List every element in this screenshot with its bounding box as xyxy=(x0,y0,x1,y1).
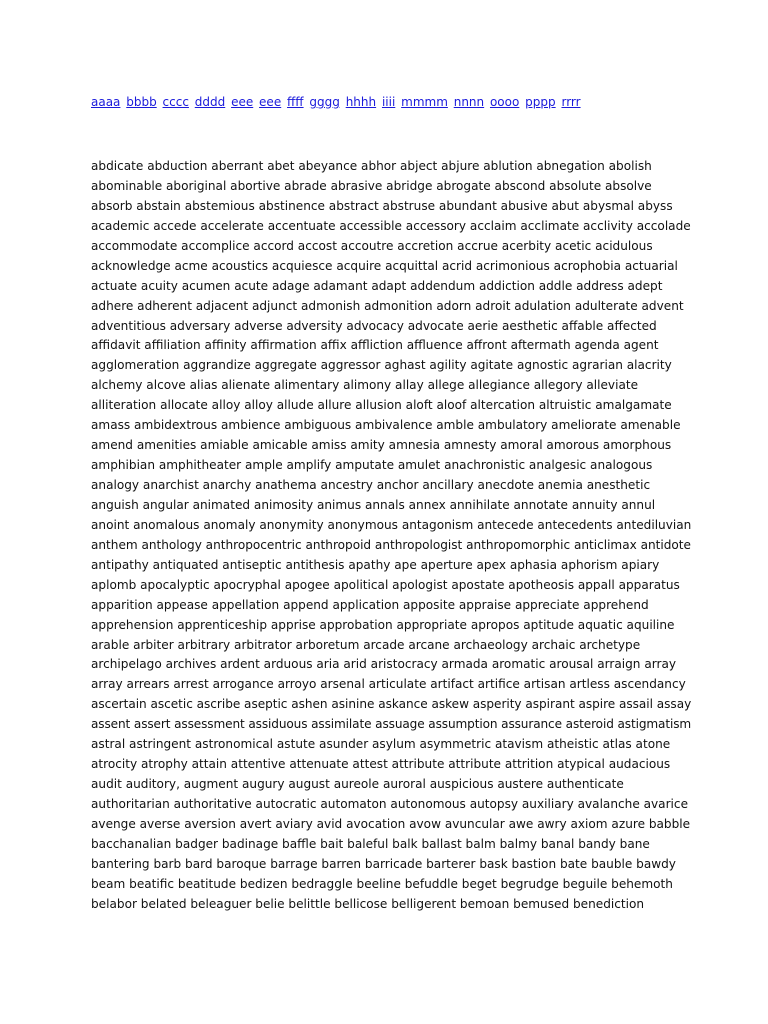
word-list xyxy=(91,157,691,915)
word-line: assent assert assessment assiduous assimilate assuage assumption assurance asteroid astigmatism xyxy=(91,717,692,732)
word-line: amphibian amphitheater ample amplify amputate amulet anachronistic analgesic analogous xyxy=(91,458,653,473)
link-hhhh[interactable]: hhhh xyxy=(345,95,377,109)
word-line: arable arbiter arbitrary arbitrator arboretum arcade arcane archaeology archaic archetype xyxy=(91,637,641,652)
word-line: abdicate abduction aberrant abet abeyance abhor abject abjure ablution abnegation abolish xyxy=(91,159,652,173)
word-line: audit auditory, augment augury august aureole auroral auspicious austere authenticate xyxy=(91,777,624,792)
word-line: array arrears arrest arrogance arroyo arsenal articulate artifact artifice artisan artless ascendancy xyxy=(91,677,686,692)
link-aaaa[interactable]: aaaa xyxy=(91,95,121,109)
link-eee-2[interactable]: eee xyxy=(259,95,282,109)
link-mmmm[interactable]: mmmm xyxy=(401,95,448,109)
word-line: agglomeration aggrandize aggregate aggressor aghast agility agitate agnostic agrarian alacrity xyxy=(91,358,672,373)
link-cccc[interactable]: cccc xyxy=(162,95,189,109)
word-line: amend amenities amiable amicable amiss amity amnesia amnesty amoral amorous amorphous xyxy=(91,438,672,453)
word-line: analogy anarchist anarchy anathema ancestry anchor ancillary anecdote anemia anesthetic xyxy=(91,478,651,492)
word-line: authoritarian authoritative autocratic automaton autonomous autopsy auxiliary avalanche avarice xyxy=(91,797,689,811)
word-line: anoint anomalous anomaly anonymity anonymous antagonism antecede antecedents antediluvian xyxy=(91,517,692,532)
word-line: aplomb apocalyptic apocryphal apogee apolitical apologist apostate apotheosis appall apparatus xyxy=(91,577,680,592)
word-line: bacchanalian badger badinage baffle bait baleful balk ballast balm balmy banal bandy bane xyxy=(91,836,650,851)
word-line: absorb abstain abstemious abstinence abstract abstruse abundant abusive abut abysmal abyss xyxy=(91,198,673,213)
word-line: accommodate accomplice accord accost accoutre accretion accrue acerbity acetic acidulous xyxy=(91,238,653,253)
word-line: affidavit affiliation affinity affirmation affix affliction affluence affront aftermath agenda agent xyxy=(91,338,659,353)
word-line: beam beatific beatitude bedizen bedraggle beeline befuddle beget begrudge beguile behemoth xyxy=(91,876,673,891)
word-line: amass ambidextrous ambience ambiguous ambivalence amble ambulatory ameliorate amenable xyxy=(91,418,681,433)
word-line: archipelago archives ardent arduous aria arid aristocracy armada aromatic arousal arraign array xyxy=(91,657,677,672)
word-line: apprehension apprenticeship apprise approbation appropriate apropos aptitude aquatic aquiline xyxy=(91,617,675,632)
word-line: avenge averse aversion avert aviary avid avocation avow avuncular awe awry axiom azure babble xyxy=(91,816,691,831)
word-line: actuate acuity acumen acute adage adamant adapt addendum addiction addle address adept xyxy=(91,278,663,293)
word-line: antipathy antiquated antiseptic antithesis apathy ape aperture apex aphasia aphorism apiary xyxy=(91,557,660,572)
word-line: apparition appease appellation append application apposite appraise appreciate apprehend xyxy=(91,597,649,612)
link-pppp[interactable]: pppp xyxy=(525,95,556,109)
word-line: bantering barb bard baroque barrage barren barricade barterer bask bastion bate bauble bawdy xyxy=(91,856,676,871)
link-oooo[interactable]: oooo xyxy=(489,95,520,109)
link-gggg[interactable]: gggg xyxy=(309,95,340,109)
word-line: belabor belated beleaguer belie belittle bellicose belligerent bemoan bemused benediction xyxy=(91,896,645,911)
word-line: atrocity atrophy attain attentive attenuate attest attribute attribute attrition atypical audacious xyxy=(91,757,671,772)
link-dddd[interactable]: dddd xyxy=(194,95,226,109)
word-line: acknowledge acme acoustics acquiesce acquire acquittal acrid acrimonious acrophobia actuarial xyxy=(91,258,678,273)
link-ffff[interactable]: ffff xyxy=(287,95,304,109)
word-line: anthem anthology anthropocentric anthropoid anthropologist anthropomorphic anticlimax antidote xyxy=(91,537,691,552)
word-line: ascertain ascetic ascribe aseptic ashen asinine askance askew asperity aspirant aspire assail assay xyxy=(91,697,692,712)
link-iiii[interactable]: iiii xyxy=(381,95,396,109)
link-rrrr[interactable]: rrrr xyxy=(561,95,581,109)
word-line: adventitious adversary adverse adversity advocacy advocate aerie aesthetic affable affected xyxy=(91,318,657,333)
word-line: alchemy alcove alias alienate alimentary alimony allay allege allegiance allegory alleviate xyxy=(91,378,639,393)
word-line: anguish angular animated animosity animus annals annex annihilate annotate annuity annul xyxy=(91,497,656,512)
word-line: adhere adherent adjacent adjunct admonish admonition adorn adroit adulation adulterate advent xyxy=(91,298,684,313)
link-nnnn[interactable]: nnnn xyxy=(453,95,485,109)
link-eee-1[interactable]: eee xyxy=(231,95,254,109)
link-bbbb[interactable]: bbbb xyxy=(126,95,157,109)
word-line: astral astringent astronomical astute asunder asylum asymmetric atavism atheistic atlas atone xyxy=(91,737,671,752)
word-line: alliteration allocate alloy alloy allude allure allusion aloft aloof altercation altruistic amalgamate xyxy=(91,398,672,413)
word-line: abominable aboriginal abortive abrade abrasive abridge abrogate abscond absolute absolve xyxy=(91,178,652,193)
word-line: academic accede accelerate accentuate accessible accessory acclaim acclimate acclivity accolade xyxy=(91,218,691,233)
alphabet-link-bar xyxy=(91,94,583,110)
